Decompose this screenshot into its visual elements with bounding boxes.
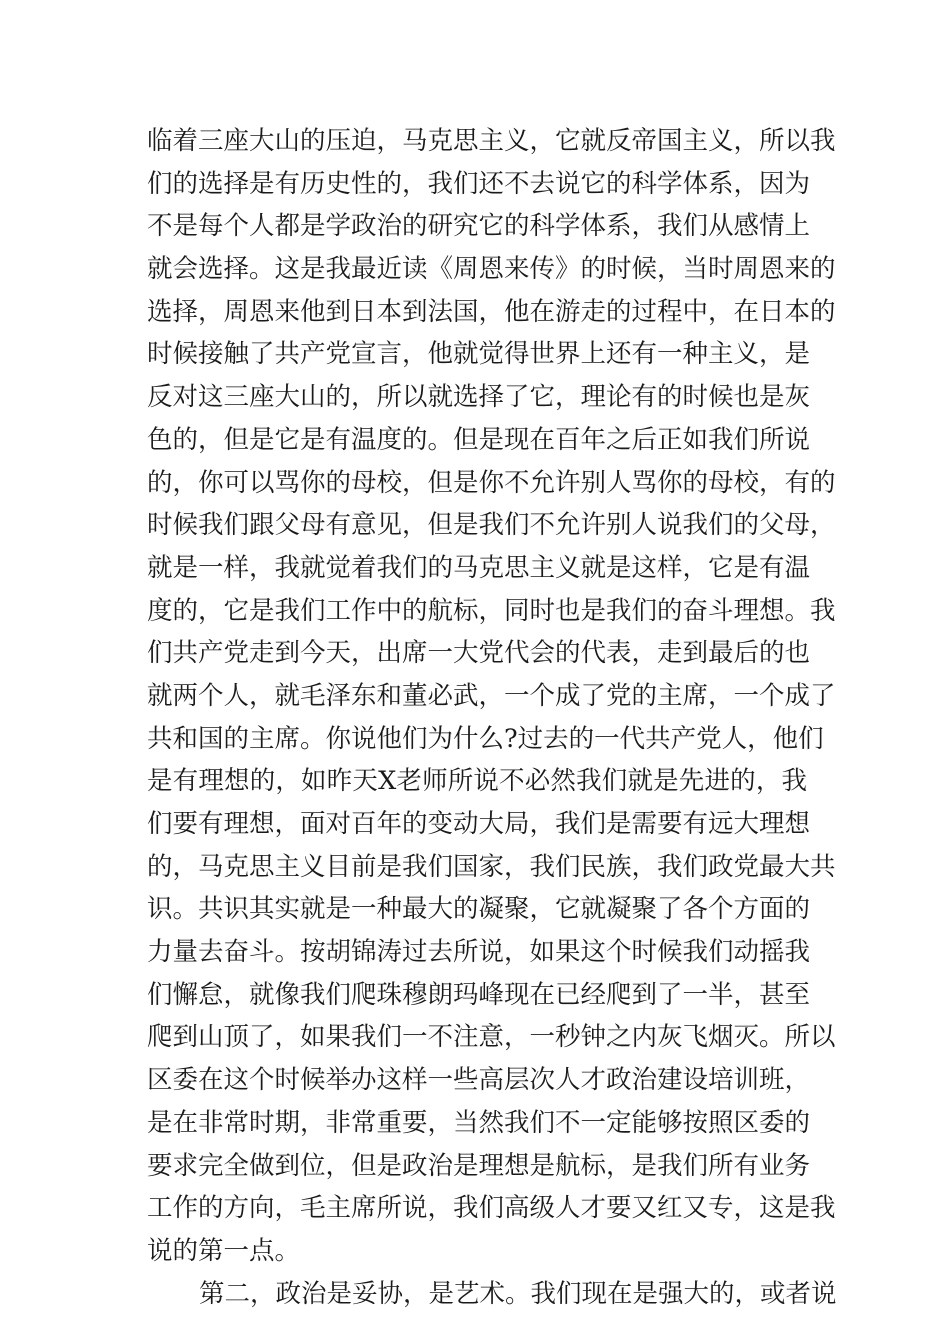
paragraph-end-line: 说的第一点。 <box>147 1235 301 1266</box>
text-line: 爬到山顶了，如果我们一不注意，一秒钟之内灰飞烟灭。所以 <box>147 1022 836 1053</box>
text-line: 是在非常时期，非常重要，当然我们不一定能够按照区委的 <box>147 1107 811 1138</box>
text-line: 区委在这个时候举办这样一些高层次人才政治建设培训班， <box>147 1065 811 1096</box>
text-line: 们共产党走到今天，出席一大党代会的代表，走到最后的也 <box>147 638 811 669</box>
body-text <box>147 120 837 1315</box>
text-line: 识。共识其实就是一种最大的凝聚，它就凝聚了各个方面的 <box>147 894 811 925</box>
text-line: 就两个人，就毛泽东和董必武，一个成了党的主席，一个成了 <box>147 680 836 711</box>
text-line: 就会选择。这是我最近读《周恩来传》的时候，当时周恩来的 <box>147 254 836 285</box>
paragraph-start-line: 第二，政治是妥协，是艺术。我们现在是强大的，或者说 <box>199 1278 837 1309</box>
text-line: 度的，它是我们工作中的航标，同时也是我们的奋斗理想。我 <box>147 595 836 626</box>
text-line: 就是一样，我就觉着我们的马克思主义就是这样，它是有温 <box>147 552 811 583</box>
text-line: 临着三座大山的压迫，马克思主义，它就反帝国主义，所以我 <box>147 126 836 156</box>
text-line: 工作的方向，毛主席所说，我们高级人才要又红又专，这是我 <box>147 1193 836 1224</box>
text-line: 色的，但是它是有温度的。但是现在百年之后正如我们所说 <box>147 424 811 455</box>
text-line: 们要有理想，面对百年的变动大局，我们是需要有远大理想 <box>147 809 811 839</box>
text-line: 选择，周恩来他到日本到法国，他在游走的过程中，在日本的 <box>147 296 836 327</box>
text-line: 力量去奋斗。按胡锦涛过去所说，如果这个时候我们动摇我 <box>147 937 811 968</box>
text-line: 的，你可以骂你的母校，但是你不允许别人骂你的母校，有的 <box>147 467 836 498</box>
text-line: 要求完全做到位，但是政治是理想是航标，是我们所有业务 <box>147 1150 811 1181</box>
text-line: 的，马克思主义目前是我们国家，我们民族，我们政党最大共 <box>147 851 836 882</box>
text-line: 反对这三座大山的，所以就选择了它，理论有的时候也是灰 <box>147 382 811 413</box>
text-line: 时候我们跟父母有意见，但是我们不允许别人说我们的父母， <box>147 510 836 541</box>
text-line: 时候接触了共产党宣言，他就觉得世界上还有一种主义，是 <box>147 339 811 370</box>
text-line: 是有理想的，如昨天X老师所说不必然我们就是先进的，我 <box>147 766 807 797</box>
text-line: 们的选择是有历史性的，我们还不去说它的科学体系，因为 <box>147 168 811 199</box>
text-line: 们懈怠，就像我们爬珠穆朗玛峰现在已经爬到了一半，甚至 <box>147 979 811 1010</box>
text-line: 不是每个人都是学政治的研究它的科学体系，我们从感情上 <box>147 211 811 242</box>
text-line: 共和国的主席。你说他们为什么?过去的一代共产党人，他们 <box>147 723 824 754</box>
